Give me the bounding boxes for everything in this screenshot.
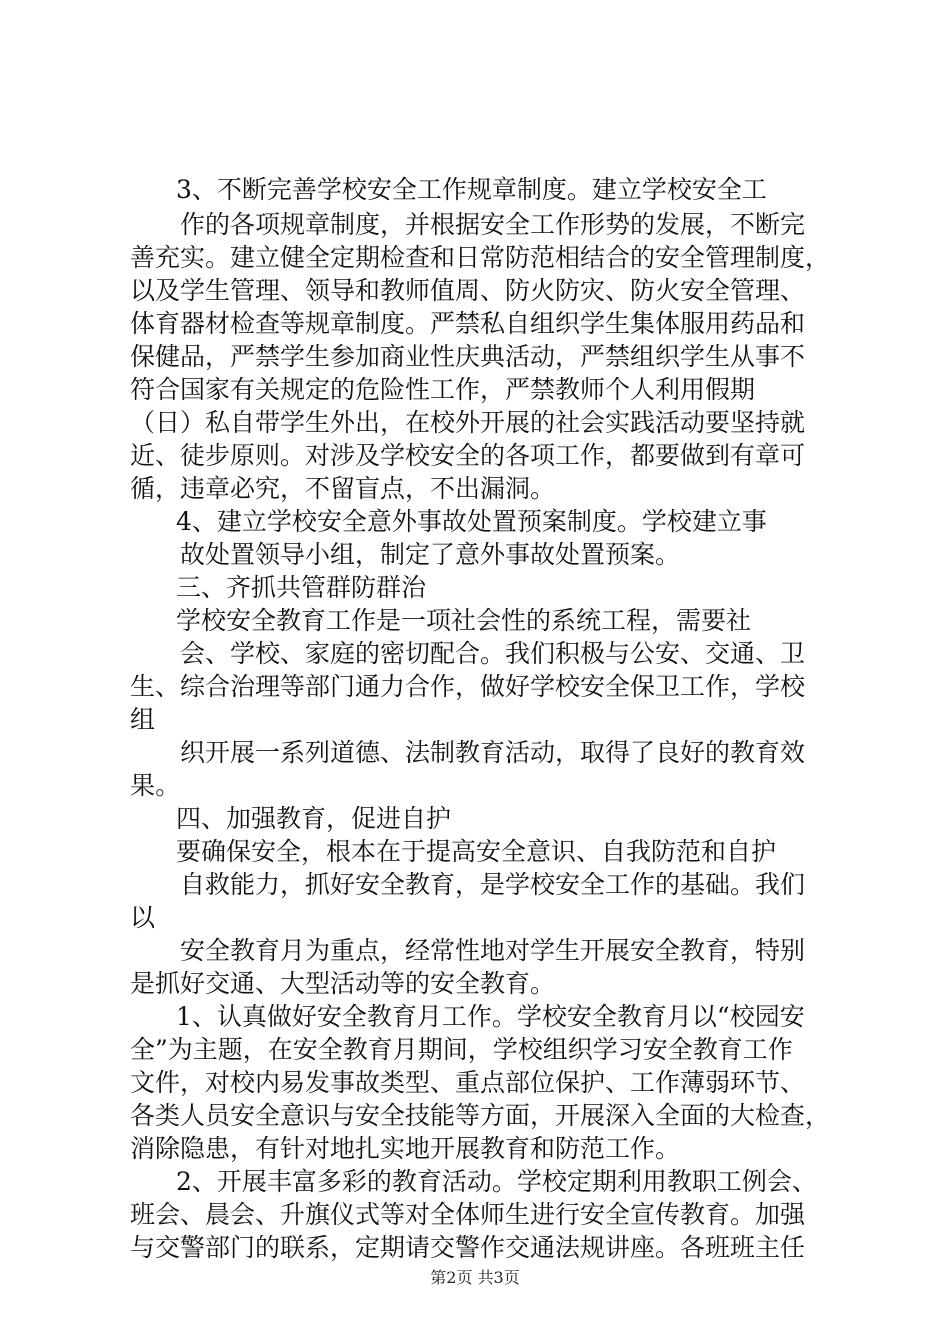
- text-line: 会、学校、家庭的密切配合。我们积极与公安、交通、卫: [180, 639, 806, 668]
- text-line: 自救能力，抓好安全教育，是学校安全工作的基础。我们: [180, 870, 806, 899]
- text-line: 以及学生管理、领导和教师值周、防火防灾、防火安全管理、: [130, 276, 806, 305]
- text-line: 故处置领导小组，制定了意外事故处置预案。: [180, 540, 681, 569]
- text-line: 循，违章必究，不留盲点，不出漏洞。: [130, 474, 556, 503]
- text-line: 以: [130, 903, 156, 932]
- text-line: 1、认真做好安全教育月工作。学校安全教育月以“校园安: [176, 1002, 805, 1031]
- text-line: 织开展一系列道德、法制教育活动，取得了良好的教育效: [180, 738, 806, 767]
- text-line: 学校安全教育工作是一项社会性的系统工程，需要社: [176, 606, 752, 635]
- text-line: 各类人员安全意识与安全技能等方面，开展深入全面的大检查，: [130, 1101, 831, 1130]
- text-line: 作的各项规章制度，并根据安全工作形势的发展，不断完: [180, 210, 806, 239]
- text-line: 班会、晨会、升旗仪式等对全体师生进行安全宣传教育。加强: [130, 1200, 806, 1229]
- text-line: 保健品，严禁学生参加商业性庆典活动，严禁组织学生从事不: [130, 342, 806, 371]
- text-line: （日）私自带学生外出，在校外开展的社会实践活动要坚持就: [130, 408, 806, 437]
- text-line: 要确保安全，根本在于提高安全意识、自我防范和自护: [176, 837, 777, 866]
- text-line: 近、徒步原则。对涉及学校安全的各项工作，都要做到有章可: [130, 441, 806, 470]
- text-line: 符合国家有关规定的危险性工作，严禁教师个人利用假期: [130, 375, 756, 404]
- text-line: 是抓好交通、大型活动等的安全教育。: [130, 969, 556, 998]
- text-line: 果。: [130, 771, 181, 800]
- text-line: 消除隐患，有针对地扎实地开展教育和防范工作。: [130, 1134, 681, 1163]
- section-heading: 四、加强教育，促进自护: [176, 804, 452, 833]
- text-line: 安全教育月为重点，经常性地对学生开展安全教育，特别: [180, 936, 806, 965]
- text-line: 组: [130, 705, 156, 734]
- text-line: 2、开展丰富多彩的教育活动。学校定期利用教职工例会、: [176, 1167, 817, 1196]
- page-footer: 第2页 共3页: [430, 1268, 520, 1287]
- text-line: 文件，对校内易发事故类型、重点部位保护、工作薄弱环节、: [130, 1068, 806, 1097]
- text-line: 4、建立学校安全意外事故处置预案制度。学校建立事: [176, 507, 767, 536]
- text-line: 生、综合治理等部门通力合作，做好学校安全保卫工作，学校: [130, 672, 806, 701]
- text-line: 善充实。建立健全定期检查和日常防范相结合的安全管理制度，: [130, 243, 831, 272]
- text-line: 3、不断完善学校安全工作规章制度。建立学校安全工: [176, 175, 767, 204]
- text-line: 体育器材检查等规章制度。严禁私自组织学生集体服用药品和: [130, 309, 806, 338]
- section-heading: 三、齐抓共管群防群治: [176, 573, 427, 602]
- text-line: 全”为主题，在安全教育月期间，学校组织学习安全教育工作: [130, 1035, 793, 1064]
- text-line: 与交警部门的联系，定期请交警作交通法规讲座。各班班主任: [130, 1233, 806, 1262]
